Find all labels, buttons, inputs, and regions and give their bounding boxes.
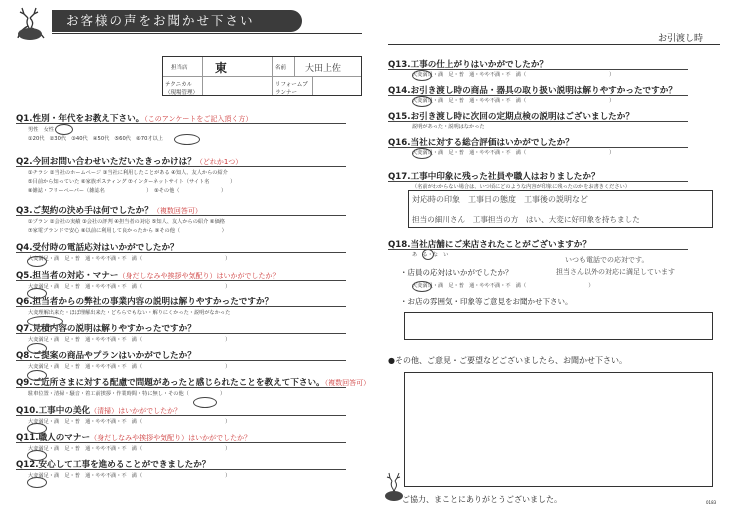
q14-question: Q14.お引き渡し時の商品・器具の取り扱い説明は解りやすかったですか？	[388, 86, 677, 96]
answer-circle	[412, 281, 432, 292]
q10-question-note: （清掃）はいかがでしたか？	[90, 407, 182, 415]
q6-question-text: Q6.担当者からの弊社の事業内容の説明は解りやすかったですか？	[16, 297, 274, 307]
right-title-rule	[388, 44, 720, 45]
q10-options[interactable]: 大変満足・満 足・普 通・やや不満・不 満（ ）	[28, 419, 231, 425]
q2-underline	[16, 166, 346, 167]
q18-staff-options: 大変満足・満 足・普 通・やや不満・不 満（ ）	[412, 283, 594, 289]
q13-options[interactable]: 大変満足・満 足・普 通・やや不満・不 満（ ）	[412, 72, 615, 78]
branch-value: 東	[215, 61, 228, 75]
other-comments-box[interactable]	[404, 372, 713, 487]
q2-options[interactable]: ⑧雑誌・フリーペーパー（雑誌名 ） ⑨その他（ ）	[28, 188, 227, 194]
q16-underline	[388, 147, 688, 148]
name-label: 名前	[275, 65, 287, 71]
thanks-message: ご協力、まことにありがとうございました。	[402, 495, 562, 504]
name-value: 大田上佐	[305, 64, 342, 74]
q15-underline	[388, 121, 688, 122]
q18-handwriting-1: いつも電話での応対です。	[565, 256, 649, 264]
q8-question-text: Q8.ご提案の商品やプランはいかがでしたか？	[16, 351, 196, 361]
q18-question: Q18.当社店舗にご来店されたことがございますか？	[388, 240, 591, 250]
q4-underline	[16, 252, 346, 253]
q9-question-text: Q9.ご近所さまに対する配慮で問題があったと感じられたことを教えて下さい。	[16, 378, 325, 388]
q5-options[interactable]: 大変満足・満 足・普 通・やや不満・不 満（ ）	[28, 284, 231, 290]
answer-circle	[422, 249, 434, 260]
q9-question-note: （複数回答可）	[324, 379, 371, 387]
q6-underline	[16, 306, 346, 307]
q12-options[interactable]: 大変満足・満 足・普 通・やや不満・不 満（ ）	[28, 473, 231, 479]
q8-underline	[16, 360, 346, 361]
q17-question: Q17.工事中印象に残った社員や職人はおりましたか？	[388, 172, 600, 182]
q3-underline	[16, 215, 346, 216]
q17-underline	[388, 181, 688, 182]
q16-options[interactable]: 大変満足・満 足・普 通・やや不満・不 満（ ）	[412, 150, 615, 156]
answer-circle	[412, 70, 432, 81]
q2-question-note: （どれか1つ）	[195, 158, 243, 166]
answer-circle	[27, 370, 47, 381]
answer-circle	[193, 397, 217, 408]
answer-circle	[412, 148, 432, 159]
answer-circle	[27, 288, 47, 299]
q2-options[interactable]: ①チラシ ②当社のホームページ ③当社に利用したことがある ④知人、友人からの紹介	[28, 170, 228, 176]
answer-circle	[55, 124, 73, 135]
q7-question-text: Q7.見積内容の説明は解りやすかったですか？	[16, 324, 196, 334]
q5-question-text: Q5.担当者の対応・マナー	[16, 271, 119, 281]
q12-underline	[16, 469, 346, 470]
footer-code: 0183	[706, 500, 717, 505]
q18-underline	[388, 249, 688, 250]
q14-underline	[388, 95, 688, 96]
answer-circle	[27, 423, 47, 434]
q18-options[interactable]: あ る・な い	[412, 252, 449, 258]
page-tag: お引渡し時	[658, 34, 704, 44]
answer-circle	[174, 134, 200, 145]
q7-underline	[16, 333, 346, 334]
q10-question-text: Q10.工事中の美化	[16, 406, 91, 416]
answer-circle	[27, 343, 47, 354]
q7-options[interactable]: 大変満足・満 足・普 通・やや不満・不 満（ ）	[28, 337, 231, 343]
q4-options[interactable]: 大変満足・満 足・普 通・やや不満・不 満（ ）	[28, 256, 231, 262]
branch-label: 担当店	[171, 65, 188, 71]
answer-circle	[27, 450, 47, 461]
tech-label: テクニカル（現場管理）	[165, 82, 199, 96]
q5-question-note: （身だしなみや挨拶や気配り）はいかがでしたか？	[118, 272, 280, 280]
q17-handwriting-line1: 対応時の印象 工事日の態度 工事後の説明など	[412, 195, 588, 204]
q14-options[interactable]: 大変満足・満 足・普 通・やや不満・不 満（ ）	[412, 98, 615, 104]
q17-options[interactable]: （名前がわからない場合は、いつ頃にどのような内容が印象に残ったのかをお書きください）	[412, 184, 630, 190]
q16-question: Q16.当社に対する総合評価はいかがでしたか？	[388, 138, 574, 148]
title-rule	[52, 33, 362, 34]
q9-underline	[16, 387, 346, 388]
deer-logo-icon	[6, 4, 54, 44]
q12-question-text: Q12.安心して工事を進めることができましたか？	[16, 460, 211, 470]
q17-handwriting-line2: 担当の細川さん 工事担当の方 はい、大変に好印象を持ちました	[412, 215, 640, 224]
q4-question-text: Q4.受付時の電話応対はいかがでしたか？	[16, 243, 179, 253]
q3-question-text: Q3.ご契約の決め手は何でしたか？	[16, 206, 153, 216]
q1-options[interactable]: 男性 女性	[28, 127, 54, 133]
q18-atmosphere-question: ・お店の雰囲気・印象等ご意見をお聞かせ下さい。	[400, 297, 573, 306]
q13-underline	[388, 69, 688, 70]
q18-atmosphere-box[interactable]	[404, 312, 713, 340]
q15-question: Q15.お引き渡し時に次回の定期点検の説明はございましたか？	[388, 112, 634, 122]
q1-options[interactable]: ①20代 ②30代 ③40代 ④50代 ⑤60代 ⑥70才以上	[28, 136, 163, 142]
q13-question: Q13.工事の仕上がりはいかがでしたか？	[388, 60, 549, 70]
q3-options[interactable]: ⑦家電ブランドで安心 ⑧以前に利用して良かったから ⑨その他（ ）	[28, 228, 227, 234]
q5-underline	[16, 280, 346, 281]
q9-options[interactable]: 駐車位置・清掃・騒音・着工前挨拶・作業時間・特に無し・その他（ ）	[28, 391, 226, 397]
answer-circle	[412, 96, 432, 107]
answer-circle	[27, 256, 47, 267]
q8-options[interactable]: 大変満足・満 足・普 通・やや不満・不 満（ ）	[28, 364, 231, 370]
q3-options[interactable]: ①プラン ②会社の実績 ③会社の評判 ④担当者の対応 ⑤知人、友人からの紹介 ⑥価格	[28, 219, 225, 225]
q11-question-text: Q11.職人のマナー	[16, 433, 91, 443]
reform-label: リフォームプランナー	[275, 82, 308, 96]
q18-staff-question: ・店員の応対はいかがでしたか？	[400, 268, 513, 277]
answer-circle	[27, 316, 63, 327]
q15-options[interactable]: 説明があった・説明はなかった	[412, 124, 485, 130]
q11-options[interactable]: 大変満足・満 足・普 通・やや不満・不 満（ ）	[28, 446, 231, 452]
q6-options[interactable]: 大変理解出来た・ほぼ理解出来た・どちらでもない・解りにくかった・説明がなかった	[28, 310, 231, 316]
answer-circle	[27, 477, 47, 488]
q10-underline	[16, 415, 346, 416]
customer-info-box	[162, 56, 362, 96]
q1-question-text: Q1.性別・年代をお教え下さい。	[16, 114, 145, 124]
q2-options[interactable]: ⑤目前から知っていた ⑥家族ポスティング ⑦インターネットサイト（サイト名 ）	[28, 179, 236, 185]
q3-question-note: （複数回答可）	[152, 207, 202, 215]
other-comments-title: ●その他、ご意見・ご要望などございましたら、お聞かせ下さい。	[388, 356, 627, 365]
q1-question-note: （このアンケートをご記入頂く方）	[144, 115, 253, 123]
q18-handwriting-2: 担当さん以外の対応に満足しています	[556, 268, 675, 276]
page-title: お客様の声をお聞かせ下さい	[52, 10, 302, 32]
q11-underline	[16, 442, 346, 443]
q11-question-note: （身だしなみや挨拶や気配り）はいかがでしたか？	[90, 434, 252, 442]
q2-question-text: Q2.今回お問い合わせいただいたきっかけは？	[16, 157, 196, 167]
